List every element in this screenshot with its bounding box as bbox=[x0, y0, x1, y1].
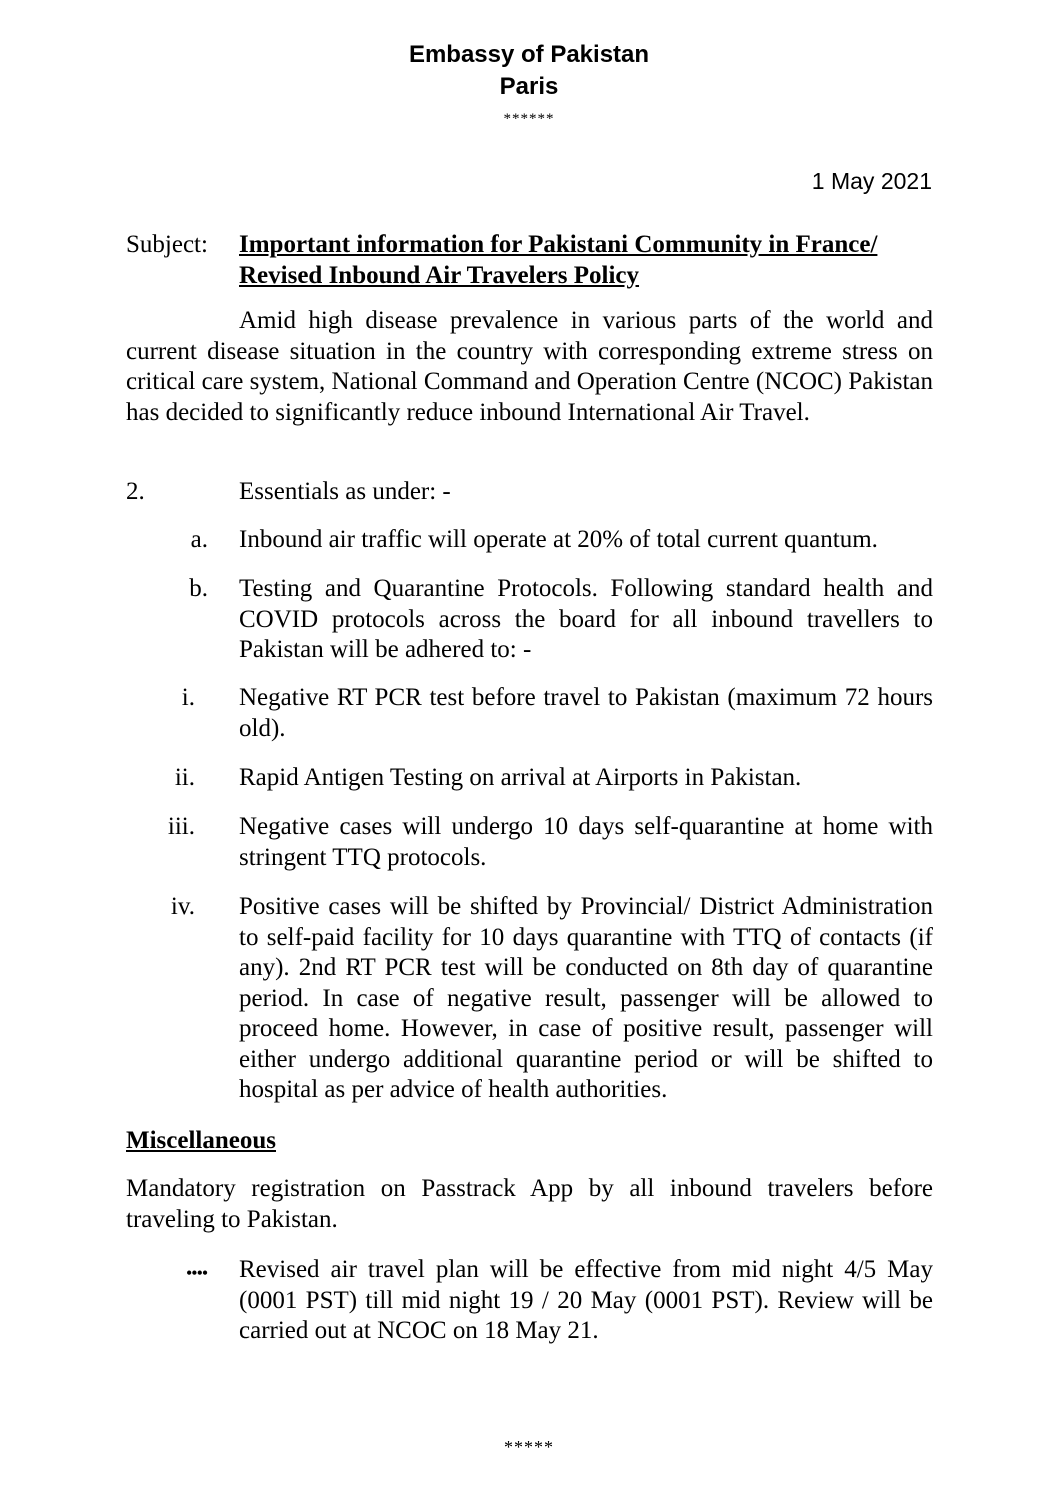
embassy-name: Embassy of Pakistan bbox=[408, 41, 650, 68]
misc-heading: Miscellaneous bbox=[126, 1127, 276, 1154]
item-label-iii: iii. bbox=[167, 813, 195, 840]
intro-paragraph: Amid high disease prevalence in various parts of the world and current disease situation in the country with corresponding extreme stress on critical care system, National Command and Operation Centre (NCOC) Pakistan has decided to significantly reduce inbound International Air Travel. bbox=[126, 307, 933, 426]
item-text-i: Negative RT PCR test before travel to Pakistan (maximum 72 hours old). bbox=[239, 684, 933, 742]
item-label-iv: iv. bbox=[170, 893, 195, 920]
item-text-b: Testing and Quarantine Protocols. Following standard health and COVID protocols across the board for all inbound travellers to Pakistan will be adhered to: - bbox=[239, 575, 933, 663]
bullet-symbol: •••• bbox=[186, 1263, 208, 1283]
item-text-iii: Negative cases will undergo 10 days self-quarantine at home with stringent TTQ protocols. bbox=[239, 813, 933, 871]
section-lead: Essentials as under: - bbox=[239, 478, 451, 505]
item-text-iv: Positive cases will be shifted by Provincial/ District Administration to self-paid facility for 10 days quarantine with TTQ of contacts (if any). 2nd RT PCR test will be conducted on 8th day of quarantine period. In case of negative result, passenger will be allowed to proceed home. However, in case of positive result, passenger will either undergo additional quarantine period or will be shifted to hospital as per advice of health authorities. bbox=[239, 893, 933, 1103]
section-number: 2. bbox=[126, 478, 145, 505]
subject-label: Subject: bbox=[126, 231, 208, 258]
bullet-text: Revised air travel plan will be effective from mid night 4/5 May (0001 PST) till mid night 19 / 20 May (0001 PST). Review will be carried out at NCOC on 18 May 21. bbox=[239, 1256, 933, 1344]
item-text-a: Inbound air traffic will operate at 20% of total current quantum. bbox=[239, 526, 878, 553]
item-label-i: i. bbox=[181, 684, 195, 711]
item-text-ii: Rapid Antigen Testing on arrival at Airports in Pakistan. bbox=[239, 764, 802, 791]
item-label-a: a. bbox=[190, 526, 208, 553]
letter-date: 1 May 2021 bbox=[811, 168, 932, 194]
subject-text: Important information for Pakistani Community in France/ Revised Inbound Air Travelers Policy bbox=[239, 231, 878, 289]
header-stars: ****** bbox=[503, 111, 555, 127]
embassy-city: Paris bbox=[499, 73, 559, 100]
misc-paragraph: Mandatory registration on Passtrack App by all inbound travelers before traveling to Pakistan. bbox=[126, 1175, 933, 1233]
item-label-ii: ii. bbox=[174, 764, 195, 791]
item-label-b: b. bbox=[189, 575, 208, 602]
end-stars: ***** bbox=[504, 1437, 554, 1457]
